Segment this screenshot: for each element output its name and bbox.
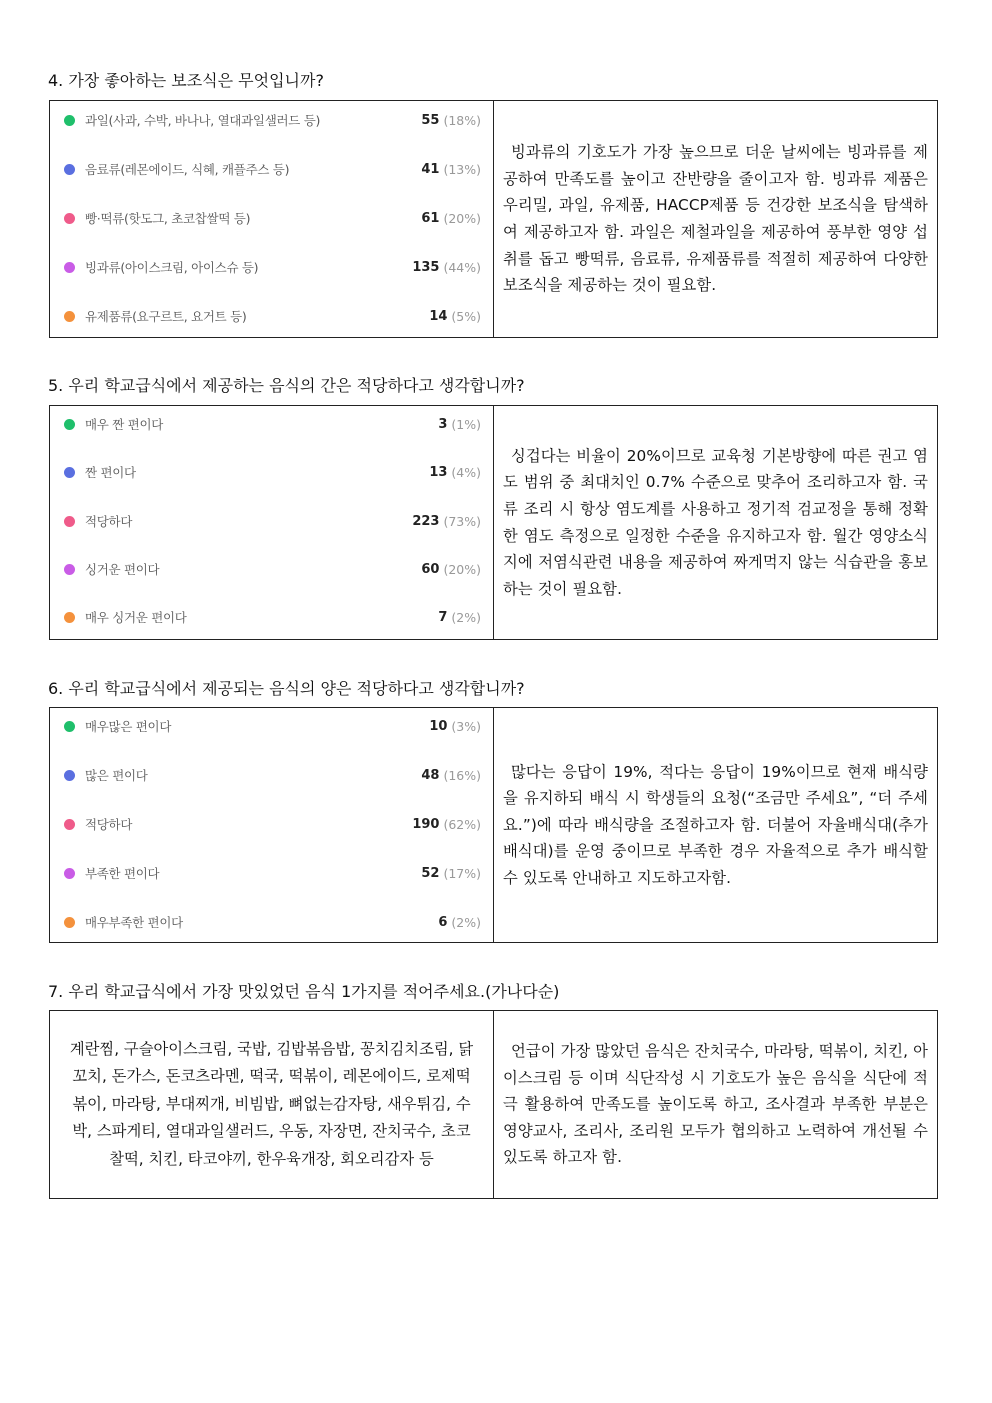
option-count: 6 <box>438 914 448 930</box>
q6-table <box>49 707 938 943</box>
q4-table <box>49 100 938 338</box>
poll-option <box>64 716 481 736</box>
option-label: 매우 짠 편이다 <box>85 417 163 432</box>
legend-dot-icon <box>64 612 75 623</box>
legend-dot-icon <box>64 115 75 126</box>
poll-option <box>64 110 481 130</box>
poll-option <box>64 462 481 482</box>
legend-dot-icon <box>64 311 75 322</box>
poll-option <box>64 814 481 834</box>
q7-comment: 언급이 가장 많았던 음식은 잔치국수, 마라탕, 떡볶이, 치킨, 아이스크림 등 이며 식단작성 시 기호도가 높은 음식을 식단에 적극 활용하여 만족도를 높이도록 하고, 조사결과 부족한 부분은 영양교사, 조리사, 조리원 모두가 협의하고 노력하여 개선될 수 있도록 하고자 함. <box>503 1042 928 1167</box>
option-count: 61 <box>421 210 440 226</box>
legend-dot-icon <box>64 868 75 879</box>
option-percent: (5%) <box>451 308 481 324</box>
option-label: 많은 편이다 <box>85 768 148 783</box>
poll-option <box>64 607 481 627</box>
legend-dot-icon <box>64 721 75 732</box>
q6-comment-cell <box>494 708 937 942</box>
option-label: 적당하다 <box>85 514 133 529</box>
option-count: 41 <box>421 161 440 177</box>
q7-comment-cell <box>494 1011 937 1198</box>
legend-dot-icon <box>64 164 75 175</box>
option-label: 부족한 편이다 <box>85 866 160 881</box>
option-label: 빙과류(아이스크림, 아이스슈 등) <box>85 260 259 275</box>
q4-comment-cell <box>494 101 937 337</box>
legend-dot-icon <box>64 917 75 928</box>
q4-title: 4. 가장 좋아하는 보조식은 무엇입니까? <box>48 71 324 90</box>
q6-results <box>50 708 494 942</box>
poll-option <box>64 912 481 932</box>
option-percent: (73%) <box>443 513 481 529</box>
option-percent: (17%) <box>443 865 481 881</box>
poll-option <box>64 511 481 531</box>
q6-option-list <box>50 708 493 942</box>
option-count: 223 <box>412 513 440 529</box>
option-percent: (62%) <box>443 816 481 832</box>
legend-dot-icon <box>64 262 75 273</box>
option-label: 음료류(레몬에이드, 식혜, 캐플주스 등) <box>85 162 290 177</box>
option-percent: (20%) <box>443 210 481 226</box>
option-label: 적당하다 <box>85 817 133 832</box>
option-count: 48 <box>421 767 440 783</box>
option-percent: (1%) <box>451 416 481 432</box>
option-percent: (16%) <box>443 767 481 783</box>
legend-dot-icon <box>64 419 75 430</box>
poll-option <box>64 208 481 228</box>
poll-option <box>64 414 481 434</box>
option-label: 과일(사과, 수박, 바나나, 열대과일샐러드 등) <box>85 113 321 128</box>
q7-food-list-cell <box>50 1011 494 1198</box>
option-percent: (20%) <box>443 561 481 577</box>
option-count: 135 <box>412 259 440 275</box>
legend-dot-icon <box>64 819 75 830</box>
q5-results <box>50 406 494 639</box>
option-label: 싱거운 편이다 <box>85 562 160 577</box>
q7-title: 7. 우리 학교급식에서 가장 맛있었던 음식 1가지를 적어주세요.(가나다순) <box>48 982 560 1001</box>
option-label: 매우부족한 편이다 <box>85 915 183 930</box>
option-label: 매우 싱거운 편이다 <box>85 610 187 625</box>
q6-title: 6. 우리 학교급식에서 제공되는 음식의 양은 적당하다고 생각합니까? <box>48 679 525 698</box>
q6-comment: 많다는 응답이 19%, 적다는 응답이 19%이므로 현재 배식량을 유지하되 배식 시 학생들의 요청(“조금만 주세요”, “더 주세요.”)에 따라 배식량을 조절하고자 함. 더불어 자율배식대(추가배식대)를 운영 중이므로 부족한 경우 자율적으로 추가 배식할 수 있도록 안내하고 지도하고자함. <box>503 762 928 887</box>
q5-option-list <box>50 406 493 639</box>
option-count: 13 <box>429 464 448 480</box>
option-label: 유제품류(요구르트, 요거트 등) <box>85 309 247 324</box>
poll-option <box>64 559 481 579</box>
option-label: 짠 편이다 <box>85 465 136 480</box>
option-count: 60 <box>421 561 440 577</box>
legend-dot-icon <box>64 516 75 527</box>
option-count: 7 <box>438 609 448 625</box>
option-label: 매우많은 편이다 <box>85 719 172 734</box>
q7-table <box>49 1010 938 1199</box>
option-count: 3 <box>438 416 448 432</box>
legend-dot-icon <box>64 467 75 478</box>
legend-dot-icon <box>64 770 75 781</box>
poll-option <box>64 306 481 326</box>
option-count: 10 <box>429 718 448 734</box>
q7-food-list: 계란찜, 구슬아이스크림, 국밥, 김밥볶음밥, 꽁치김치조림, 닭꼬치, 돈가스, 돈코츠라멘, 떡국, 떡볶이, 레몬에이드, 로제떡볶이, 마라탕, 부대찌개, 비빔밥, 뼈없는감자탕, 새우튀김, 수박, 스파게티, 열대과일샐러드, 우동, 자장면, 잔치국수, 초코찰떡, 치킨, 타코야끼, 한우육개장, 회오리감자 등 <box>69 1039 474 1168</box>
option-percent: (13%) <box>443 161 481 177</box>
legend-dot-icon <box>64 213 75 224</box>
option-count: 14 <box>429 308 448 324</box>
poll-option <box>64 863 481 883</box>
option-percent: (18%) <box>443 112 481 128</box>
q5-title: 5. 우리 학교급식에서 제공하는 음식의 간은 적당하다고 생각합니까? <box>48 376 525 395</box>
option-percent: (3%) <box>451 718 481 734</box>
q4-results <box>50 101 494 337</box>
q5-table <box>49 405 938 640</box>
poll-option <box>64 765 481 785</box>
option-count: 52 <box>421 865 440 881</box>
q4-option-list <box>50 101 493 337</box>
option-count: 55 <box>421 112 440 128</box>
option-label: 빵·떡류(핫도그, 초코찹쌀떡 등) <box>85 211 251 226</box>
poll-option <box>64 159 481 179</box>
option-percent: (2%) <box>451 914 481 930</box>
option-percent: (44%) <box>443 259 481 275</box>
option-count: 190 <box>412 816 440 832</box>
q5-comment: 싱겁다는 비율이 20%이므로 교육청 기본방향에 따른 권고 염도 범위 중 최대치인 0.7% 수준으로 맞추어 조리하고자 함. 국류 조리 시 항상 염도계를 사용하고 정기적 검교정을 통해 정확한 염도 측정으로 일정한 수준을 유지하고자 함. 월간 영양소식지에 저염식관련 내용을 제공하여 짜게먹지 않는 식습관을 홍보하는 것이 필요함. <box>503 446 928 598</box>
q4-comment: 빙과류의 기호도가 가장 높으므로 더운 날씨에는 빙과류를 제공하여 만족도를 높이고 잔반량을 줄이고자 함. 빙과류 제품은 우리밀, 과일, 유제품, HACCP제품 등 건강한 보조식을 탐색하여 제공하고자 함. 과일은 제철과일을 제공하여 풍부한 영양 섭취를 돕고 빵떡류, 음료류, 유제품류를 적절히 제공하여 다양한 보조식을 제공하는 것이 필요함. <box>503 143 928 295</box>
option-percent: (2%) <box>451 609 481 625</box>
poll-option <box>64 257 481 277</box>
q5-comment-cell <box>494 406 937 639</box>
legend-dot-icon <box>64 564 75 575</box>
option-percent: (4%) <box>451 464 481 480</box>
